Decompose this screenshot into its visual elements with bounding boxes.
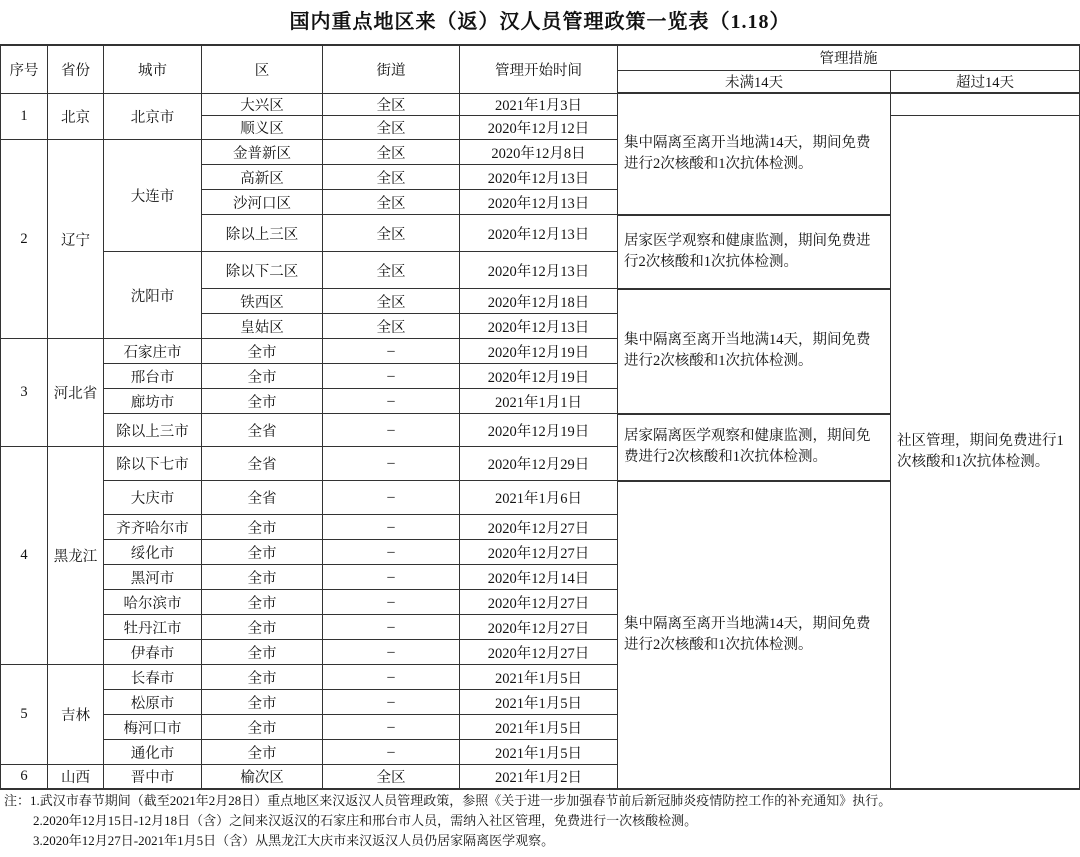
table-row [1, 93, 1080, 116]
street-scope: 全区 [323, 314, 460, 339]
management-start-date: 2020年12月27日 [460, 515, 618, 540]
measure-text: 集中隔离至离开当地满14天，期间免费进行2次核酸和1次抗体检测。 [624, 615, 871, 653]
street-scope: – [323, 740, 460, 765]
district-name: 全市 [202, 615, 323, 640]
street-scope: 全区 [323, 116, 460, 140]
measure-text: 居家隔离医学观察和健康监测，期间免费进行2次核酸和1次抗体检测。 [624, 428, 871, 465]
city-name: 大连市 [104, 140, 202, 252]
province-name: 辽宁 [48, 140, 104, 339]
measure-under-14-days [618, 93, 891, 215]
district-name: 铁西区 [202, 289, 323, 314]
measure-text: 社区管理，期间免费进行1次核酸和1次抗体检测。 [897, 432, 1064, 470]
city-name: 大庆市 [104, 481, 202, 515]
district-name: 榆次区 [202, 765, 323, 789]
street-scope: 全区 [323, 289, 460, 314]
street-scope: – [323, 389, 460, 414]
district-name: 顺义区 [202, 116, 323, 140]
measure-text: 居家医学观察和健康监测，期间免费进行2次核酸和1次抗体检测。 [624, 232, 871, 270]
street-scope: 全区 [323, 252, 460, 289]
district-name: 除以上三区 [202, 215, 323, 252]
district-name: 全市 [202, 515, 323, 540]
measure-under-14-days [618, 289, 891, 414]
measure-under-14-days [618, 481, 891, 789]
street-scope: – [323, 715, 460, 740]
street-scope: – [323, 665, 460, 690]
header-district: 区 [202, 45, 323, 93]
street-scope: – [323, 540, 460, 565]
district-name: 全省 [202, 414, 323, 447]
district-name: 除以下二区 [202, 252, 323, 289]
province-name: 山西 [48, 765, 104, 789]
street-scope: – [323, 414, 460, 447]
management-start-date: 2020年12月12日 [460, 116, 618, 140]
row-number: 6 [1, 765, 48, 789]
district-name: 全市 [202, 640, 323, 665]
measure-text: 集中隔离至离开当地满14天，期间免费进行2次核酸和1次抗体检测。 [624, 134, 871, 172]
street-scope: 全区 [323, 165, 460, 190]
district-name: 大兴区 [202, 93, 323, 116]
district-name: 全市 [202, 389, 323, 414]
management-start-date: 2020年12月27日 [460, 590, 618, 615]
management-start-date: 2021年1月5日 [460, 740, 618, 765]
management-start-date: 2020年12月19日 [460, 339, 618, 364]
city-name: 齐齐哈尔市 [104, 515, 202, 540]
header-no: 序号 [1, 45, 48, 93]
street-scope: – [323, 590, 460, 615]
measure-under-14-days [618, 414, 891, 481]
measure-over-14-days [891, 93, 1080, 116]
management-start-date: 2021年1月1日 [460, 389, 618, 414]
management-start-date: 2020年12月13日 [460, 165, 618, 190]
street-scope: – [323, 565, 460, 590]
management-start-date: 2021年1月5日 [460, 690, 618, 715]
footnote: 2.2020年12月15日-12月18日（含）之间来汉返汉的石家庄和邢台市人员，需纳入社区管理，免费进行一次核酸检测。 [33, 813, 698, 828]
city-name: 除以下七市 [104, 447, 202, 481]
management-start-date: 2020年12月19日 [460, 414, 618, 447]
street-scope: – [323, 481, 460, 515]
row-number: 5 [1, 665, 48, 765]
management-start-date: 2020年12月8日 [460, 140, 618, 165]
row-number: 3 [1, 339, 48, 447]
city-name: 松原市 [104, 690, 202, 715]
management-start-date: 2021年1月5日 [460, 715, 618, 740]
street-scope: – [323, 515, 460, 540]
city-name: 长春市 [104, 665, 202, 690]
province-name: 北京 [48, 93, 104, 140]
street-scope: – [323, 364, 460, 389]
city-name: 石家庄市 [104, 339, 202, 364]
street-scope: 全区 [323, 215, 460, 252]
management-start-date: 2020年12月27日 [460, 640, 618, 665]
district-name: 皇姑区 [202, 314, 323, 339]
district-name: 全市 [202, 715, 323, 740]
city-name: 邢台市 [104, 364, 202, 389]
street-scope: – [323, 447, 460, 481]
footnotes [4, 791, 891, 851]
table-body [1, 93, 1080, 789]
row-number: 2 [1, 140, 48, 339]
management-start-date: 2020年12月18日 [460, 289, 618, 314]
management-start-date: 2020年12月13日 [460, 252, 618, 289]
measure-text: 集中隔离至离开当地满14天，期间免费进行2次核酸和1次抗体检测。 [624, 332, 871, 369]
header-under-14-days: 未满14天 [618, 70, 891, 93]
city-name: 伊春市 [104, 640, 202, 665]
header-measures: 管理措施 [618, 45, 1080, 70]
measure-over-14-days [891, 116, 1080, 789]
management-start-date: 2020年12月19日 [460, 364, 618, 389]
footnote: 注：1.武汉市春节期间（截至2021年2月28日）重点地区来汉返汉人员管理政策，参照《关于进一步加强春节前后新冠肺炎疫情防控工作的补充通知》执行。 [4, 793, 892, 808]
district-name: 全省 [202, 447, 323, 481]
street-scope: 全区 [323, 190, 460, 215]
district-name: 全市 [202, 740, 323, 765]
province-name: 黑龙江 [48, 447, 104, 665]
district-name: 全市 [202, 665, 323, 690]
header-start-time: 管理开始时间 [460, 45, 618, 93]
table-header [1, 45, 1080, 93]
province-name: 河北省 [48, 339, 104, 447]
city-name: 哈尔滨市 [104, 590, 202, 615]
management-start-date: 2020年12月13日 [460, 314, 618, 339]
district-name: 全市 [202, 565, 323, 590]
management-start-date: 2020年12月13日 [460, 190, 618, 215]
street-scope: 全区 [323, 93, 460, 116]
district-name: 沙河口区 [202, 190, 323, 215]
street-scope: – [323, 690, 460, 715]
header-street: 街道 [323, 45, 460, 93]
city-name: 廊坊市 [104, 389, 202, 414]
measure-under-14-days [618, 215, 891, 289]
street-scope: – [323, 339, 460, 364]
header-province: 省份 [48, 45, 104, 93]
management-start-date: 2021年1月5日 [460, 665, 618, 690]
management-start-date: 2021年1月6日 [460, 481, 618, 515]
city-name: 沈阳市 [104, 252, 202, 339]
city-name: 牡丹江市 [104, 615, 202, 640]
district-name: 全市 [202, 339, 323, 364]
row-number: 1 [1, 93, 48, 140]
management-start-date: 2020年12月13日 [460, 215, 618, 252]
district-name: 金普新区 [202, 140, 323, 165]
district-name: 全市 [202, 540, 323, 565]
city-name: 通化市 [104, 740, 202, 765]
district-name: 全市 [202, 590, 323, 615]
header-over-14-days: 超过14天 [891, 70, 1080, 93]
province-name: 吉林 [48, 665, 104, 765]
management-start-date: 2020年12月27日 [460, 540, 618, 565]
district-name: 全市 [202, 364, 323, 389]
management-start-date: 2020年12月29日 [460, 447, 618, 481]
city-name: 黑河市 [104, 565, 202, 590]
city-name: 晋中市 [104, 765, 202, 789]
policy-table [0, 44, 1080, 790]
city-name: 除以上三市 [104, 414, 202, 447]
management-start-date: 2021年1月2日 [460, 765, 618, 789]
footnote: 3.2020年12月27日-2021年1月5日（含）从黑龙江大庆市来汉返汉人员仍居家隔离医学观察。 [33, 833, 555, 848]
management-start-date: 2020年12月14日 [460, 565, 618, 590]
management-start-date: 2021年1月3日 [460, 93, 618, 116]
street-scope: 全区 [323, 140, 460, 165]
management-start-date: 2020年12月27日 [460, 615, 618, 640]
row-number: 4 [1, 447, 48, 665]
street-scope: 全区 [323, 765, 460, 789]
city-name: 北京市 [104, 93, 202, 140]
district-name: 高新区 [202, 165, 323, 190]
street-scope: – [323, 640, 460, 665]
city-name: 绥化市 [104, 540, 202, 565]
page-title: 国内重点地区来（返）汉人员管理政策一览表（1.18） [289, 11, 791, 33]
street-scope: – [323, 615, 460, 640]
district-name: 全市 [202, 690, 323, 715]
city-name: 梅河口市 [104, 715, 202, 740]
district-name: 全省 [202, 481, 323, 515]
header-city: 城市 [104, 45, 202, 93]
